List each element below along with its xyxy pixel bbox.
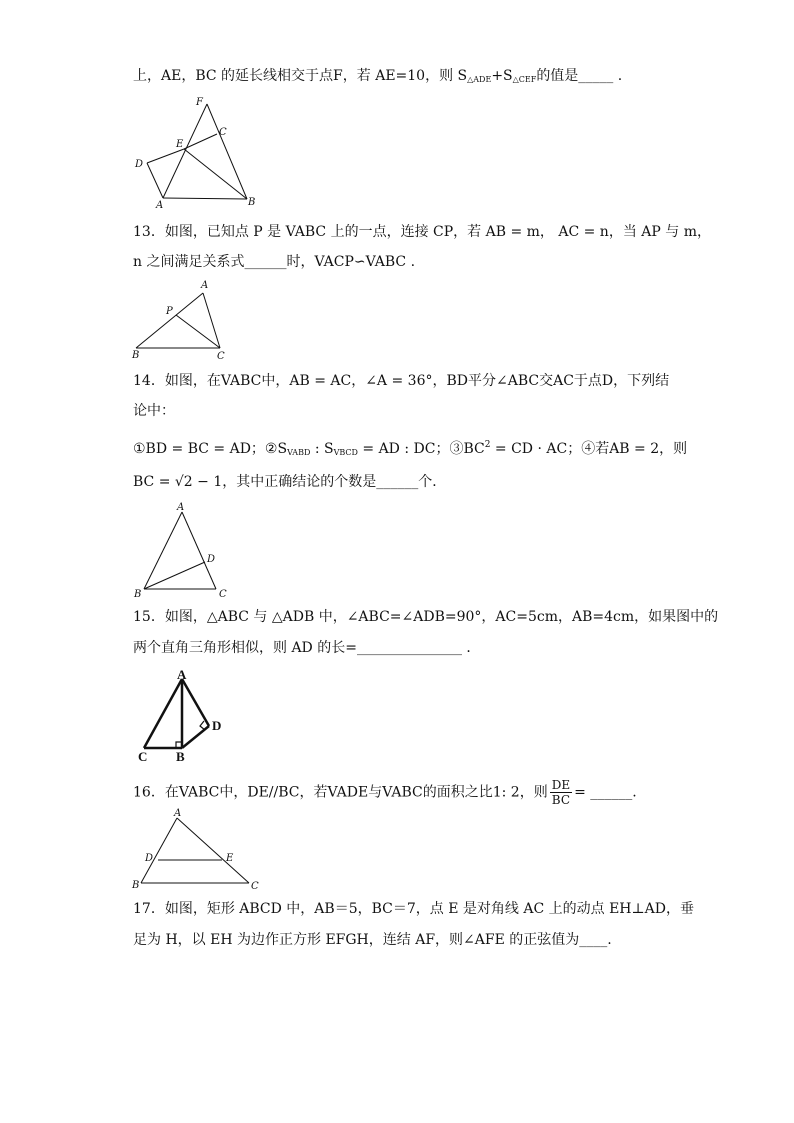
figure-q12 [130,95,270,210]
fig12-label-a: A [156,200,164,211]
fig12-label-c: C [219,127,227,138]
fig12-line-de [147,149,184,163]
q17-line1: 17．如图，矩形 ABCD 中，AB＝5，BC＝7，点 E 是对角线 AC 上的动点 EH⊥AD，垂 [133,901,695,917]
fig14-label-b: B [134,589,142,600]
fig16-line-ac [177,818,249,883]
fig12-label-b: B [248,197,256,208]
fig12-label-e: E [176,139,184,150]
q14-line4: BC = √2 − 1，其中正确结论的个数是______个． [133,474,447,490]
fig15-line-ad [182,679,209,726]
fig15-right-angle-d [200,721,205,730]
fig12-line-ab [163,198,247,199]
figure-q16 [130,806,265,894]
fig13-label-c: C [217,351,225,362]
fig14-label-c: C [219,589,227,600]
q17-line2: 足为 H，以 EH 为边作正方形 EFGH，连结 AF，则∠AFE 的正弦值为____. [133,932,612,948]
fig16-line-ab [141,818,177,883]
fig15-line-ac [144,679,182,748]
fig13-label-p: P [166,306,173,317]
fig13-line-ac [203,293,220,348]
fig12-label-d: D [135,159,144,170]
fig12-line-af [163,104,207,198]
q14-line3: ①BD = BC = AD；$②S_{VABD}$ : $S_{VBCD}$ = AD : DC；$③BC^2$ = CD · AC；④若AB = 2，则 [133,440,688,457]
fig14-line-bd [144,562,205,589]
fig16-label-d: D [145,853,154,864]
q13-line2: n 之间满足关系式______时，VACP∽VABC . [133,254,416,270]
fig15-label-c: C [138,749,148,764]
figure-q14 [130,500,240,600]
q14-line2: 论中： [133,403,175,419]
fig15-label-b: B [176,749,185,764]
fig12-line-fb [207,104,247,199]
q12-text: 上，AE，BC 的延长线相交于点F，若 AE=10，则 $S_{\triangle ADE}+S_{\triangle CEF}$的值是_____ . [133,68,623,84]
fig13-label-a: A [201,280,209,291]
q15-line2: 两个直角三角形相似，则 AD 的长=_______________ ． [133,640,481,656]
q16-line: 16．在VABC中，DE//BC，若VADE与VABC的面积之比1: 2，则 $\frac{DE}{BC}$ = ______. [133,778,637,807]
fig14-label-d: D [207,554,216,565]
fig13-line-ba [136,293,203,348]
fig14-line-ac [182,512,216,589]
q14-line1: 14．如图，在VABC中，AB = AC，∠A = 36°，BD平分∠ABC交AC于点D，下列结 [133,373,670,389]
q13-line1: 13．如图，已知点 P 是 VABC 上的一点，连接 CP，若 AB = m， AC = n，当 AP 与 m， [133,224,711,240]
fig16-label-e: E [226,853,234,864]
q16-fraction: $\frac{DE}{BC}$ [551,778,571,807]
fig16-label-c: C [251,881,259,892]
fig14-line-ab [144,512,182,589]
fig16-label-a: A [174,808,182,819]
figure-q15 [130,664,240,764]
fig15-label-d: D [212,718,222,733]
q15-line1: 15．如图，△ABC 与 △ADB 中，∠ABC=∠ADB=90°，AC=5cm，AB=4cm，如果图中的 [133,609,719,625]
fig12-line-eb [184,149,247,199]
fig13-label-b: B [132,350,140,361]
fig12-line-da [147,163,163,198]
figure-q13 [130,278,240,363]
fig16-label-b: B [132,880,140,891]
fig15-label-a: A [177,667,187,682]
fig14-label-a: A [177,502,185,513]
fig13-line-pc [176,315,220,348]
fig12-label-f: F [196,97,203,108]
